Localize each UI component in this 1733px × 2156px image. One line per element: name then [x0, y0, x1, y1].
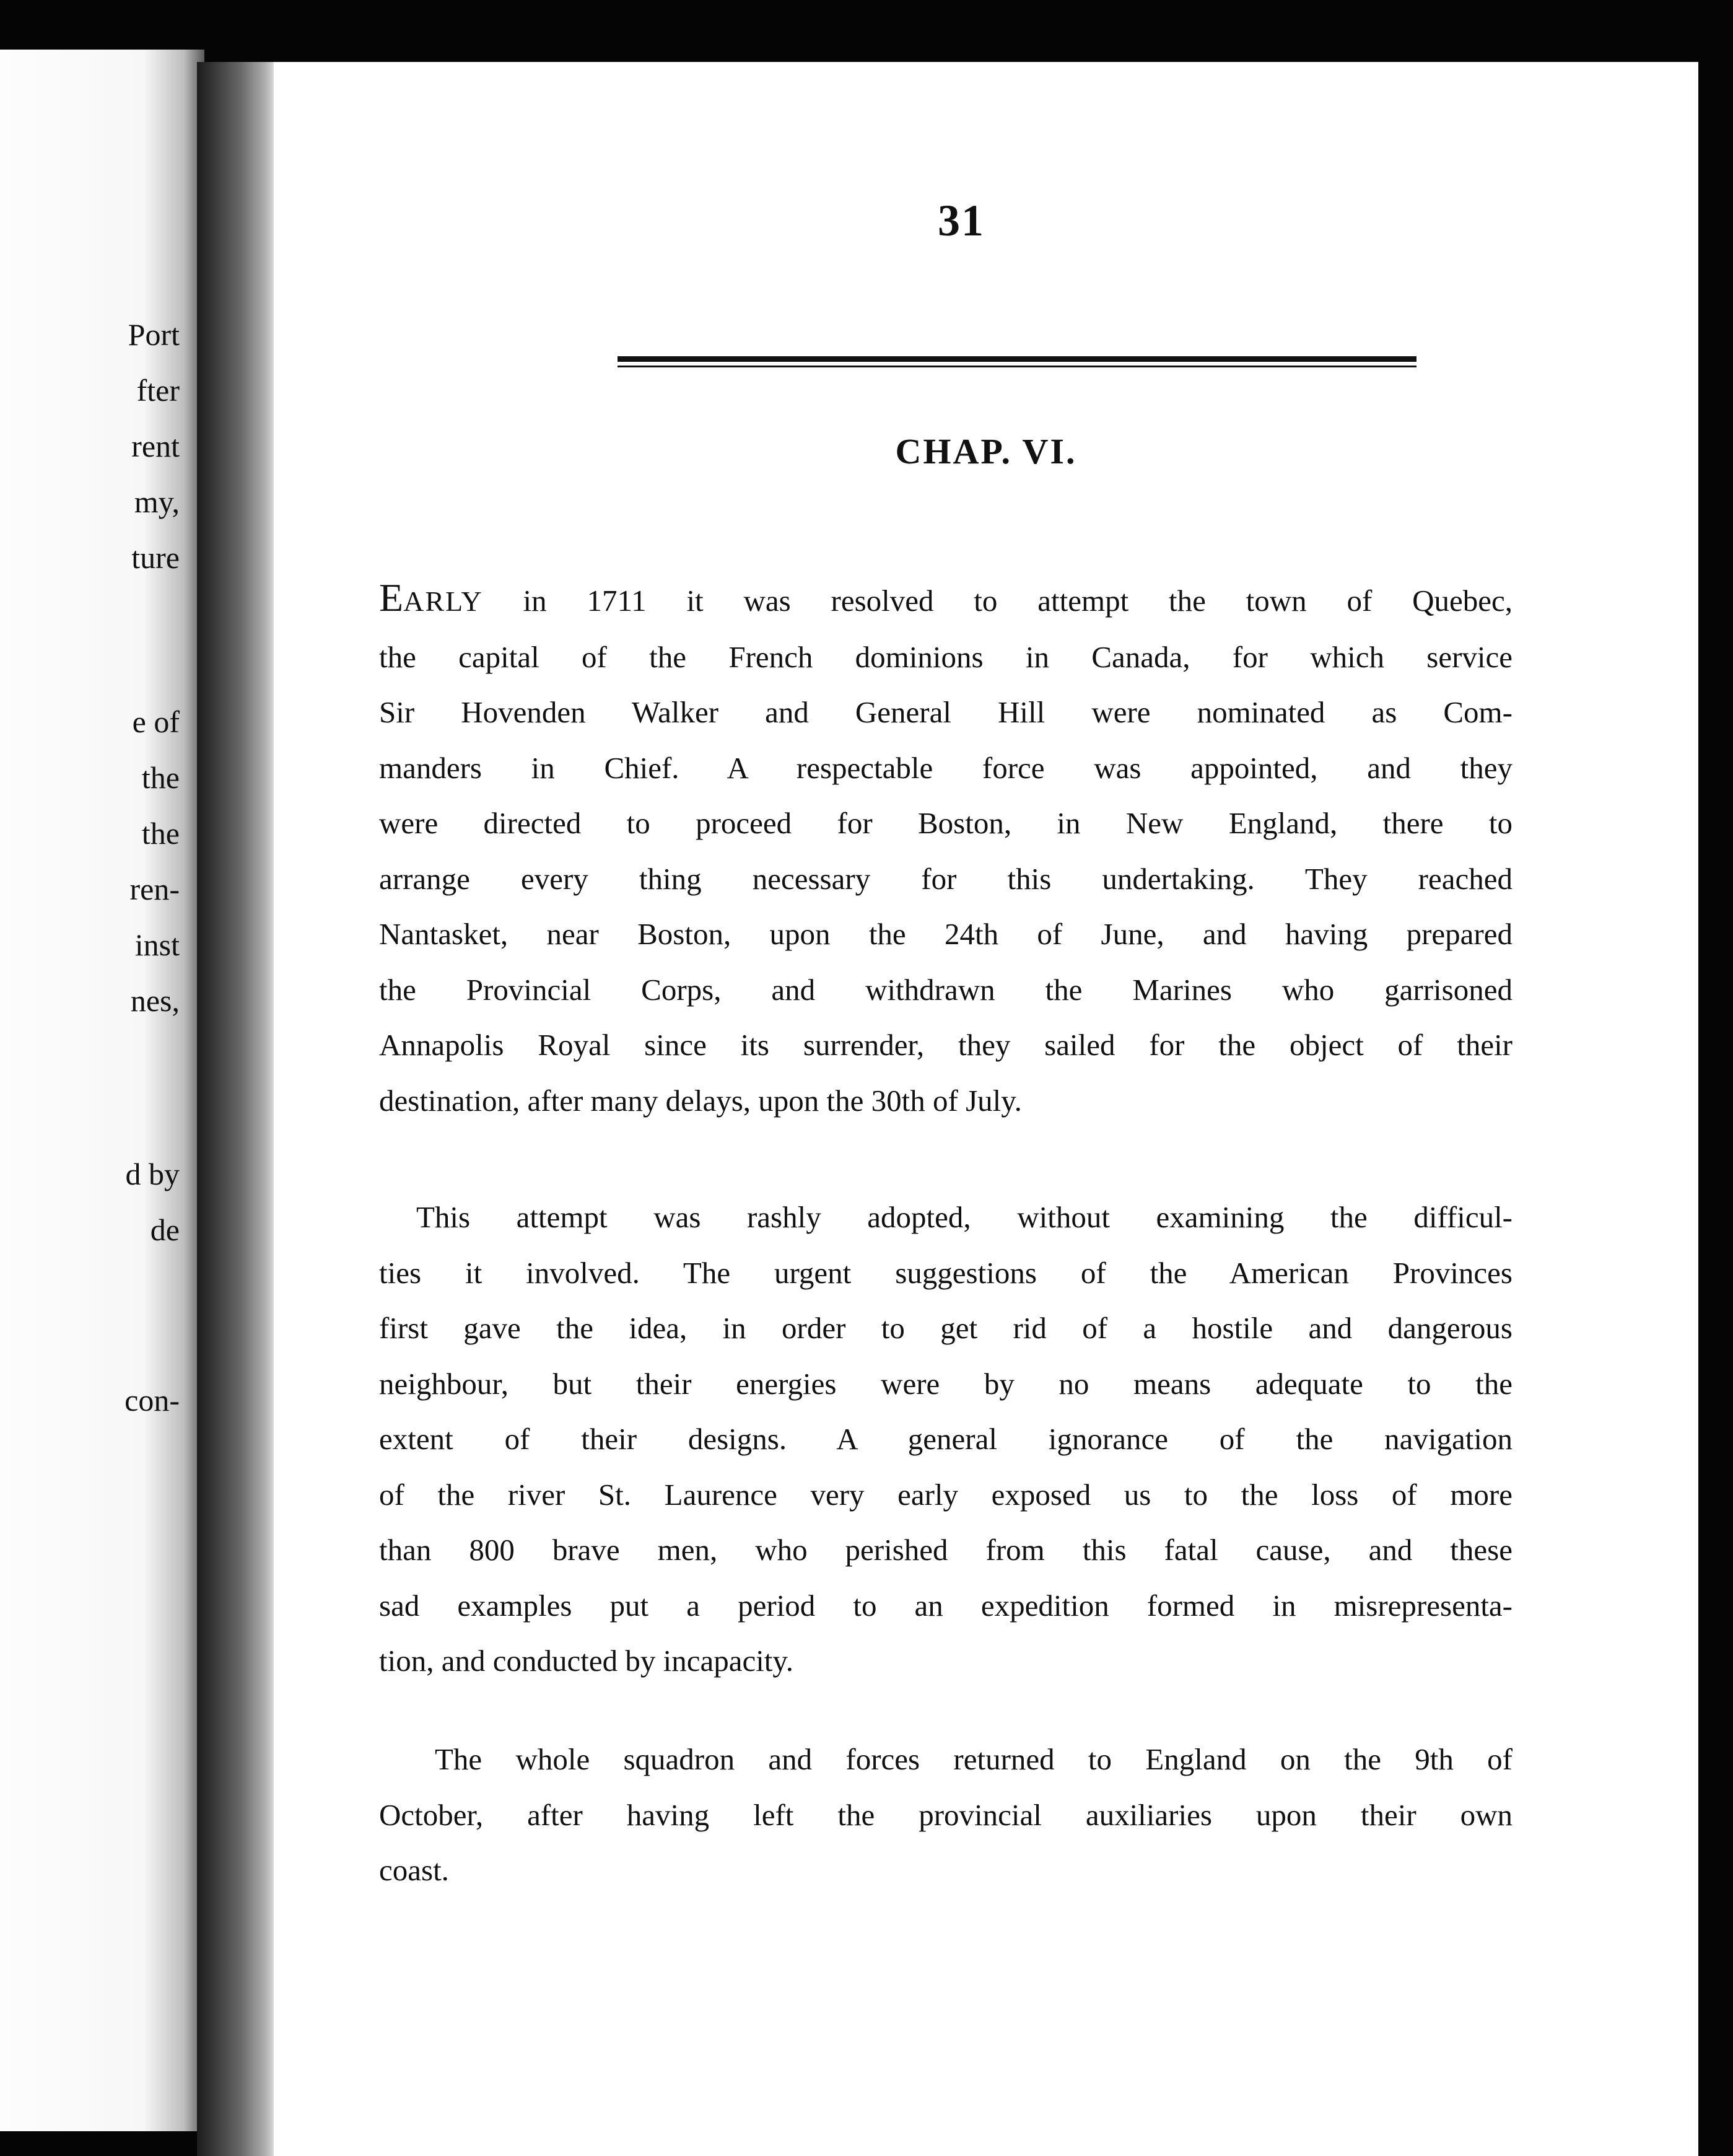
paragraph-1 — [379, 570, 1513, 1128]
previous-page-text-fragment: the — [141, 760, 180, 795]
header-rule-thick — [618, 356, 1417, 362]
previous-page-text-fragment: rent — [131, 429, 180, 463]
paragraph-line: first gave the idea, in order to get rid of a hostile and dangerous — [379, 1311, 1513, 1345]
previous-page-text-fragment: fter — [136, 373, 180, 408]
previous-page-text-fragment: inst — [134, 927, 180, 962]
paragraph-line-text: in 1711 it was resolved to attempt the town of Quebec, — [482, 584, 1513, 618]
paragraph-line: the Provincial Corps, and withdrawn the Marines who garrisoned — [379, 972, 1513, 1007]
paragraph-line: than 800 brave men, who perished from this fatal cause, and these — [379, 1533, 1513, 1567]
paragraph-line: Annapolis Royal since its surrender, they sailed for the object of their — [379, 1028, 1513, 1062]
previous-page-text-fragment: nes, — [130, 983, 180, 1018]
paragraph-line — [379, 570, 1513, 629]
paragraph-2 — [379, 1190, 1513, 1689]
paragraph-line: tion, and conducted by incapacity. — [379, 1644, 793, 1678]
paragraph-line: ties it involved. The urgent suggestions of the American Provinces — [379, 1255, 1513, 1290]
paragraph-3 — [379, 1732, 1513, 1898]
book-page — [273, 62, 1698, 2156]
paragraph-line: coast. — [379, 1853, 449, 1887]
paragraph-line: neighbour, but their energies were by no means adequate to the — [379, 1366, 1513, 1401]
paragraph-line: extent of their designs. A general ignorance of the navigation — [379, 1422, 1513, 1456]
paragraph-line: the capital of the French dominions in Canada, for which service — [379, 639, 1513, 674]
paragraph-line: October, after having left the provincial auxiliaries upon their own — [379, 1797, 1513, 1832]
paragraph-line: This attempt was rashly adopted, without examining the difficul- — [416, 1200, 1513, 1234]
paragraph-line: manders in Chief. A respectable force was appointed, and they — [379, 750, 1513, 785]
previous-page-text-fragment: my, — [134, 484, 180, 519]
paragraph-line: of the river St. Laurence very early exposed us to the loss of more — [379, 1477, 1513, 1512]
header-rule-thin — [618, 366, 1417, 367]
paragraph-line: sad examples put a period to an expedition formed in misrepresenta- — [379, 1588, 1513, 1623]
previous-page-text-fragment: Port — [128, 317, 180, 352]
paragraph-line: were directed to proceed for Boston, in New England, there to — [379, 806, 1513, 840]
paragraph-line: Nantasket, near Boston, upon the 24th of June, and having prepared — [379, 917, 1513, 951]
previous-page-text-fragment: ture — [131, 540, 180, 575]
small-caps-word: ARLY — [403, 585, 483, 617]
paragraph-line: arrange every thing necessary for this undertaking. They reached — [379, 861, 1513, 896]
previous-page-text-fragment: con- — [124, 1383, 180, 1418]
previous-page-text-fragment: de — [150, 1212, 180, 1247]
previous-page — [0, 50, 204, 2131]
drop-cap: E — [379, 576, 404, 620]
previous-page-text-fragment: the — [141, 816, 180, 851]
page-number: 31 — [938, 196, 985, 245]
previous-page-text-fragment: ren- — [129, 872, 180, 906]
chapter-title: CHAP. VI. — [895, 431, 1077, 471]
paragraph-line: destination, after many delays, upon the 30th of July. — [379, 1083, 1022, 1118]
book-gutter — [197, 62, 277, 2156]
previous-page-text-fragment: d by — [125, 1157, 180, 1191]
previous-page-text-fragment: e of — [132, 704, 180, 739]
paragraph-line: The whole squadron and forces returned to England on the 9th of — [435, 1742, 1513, 1776]
paragraph-line: Sir Hovenden Walker and General Hill were nominated as Com- — [379, 695, 1513, 729]
